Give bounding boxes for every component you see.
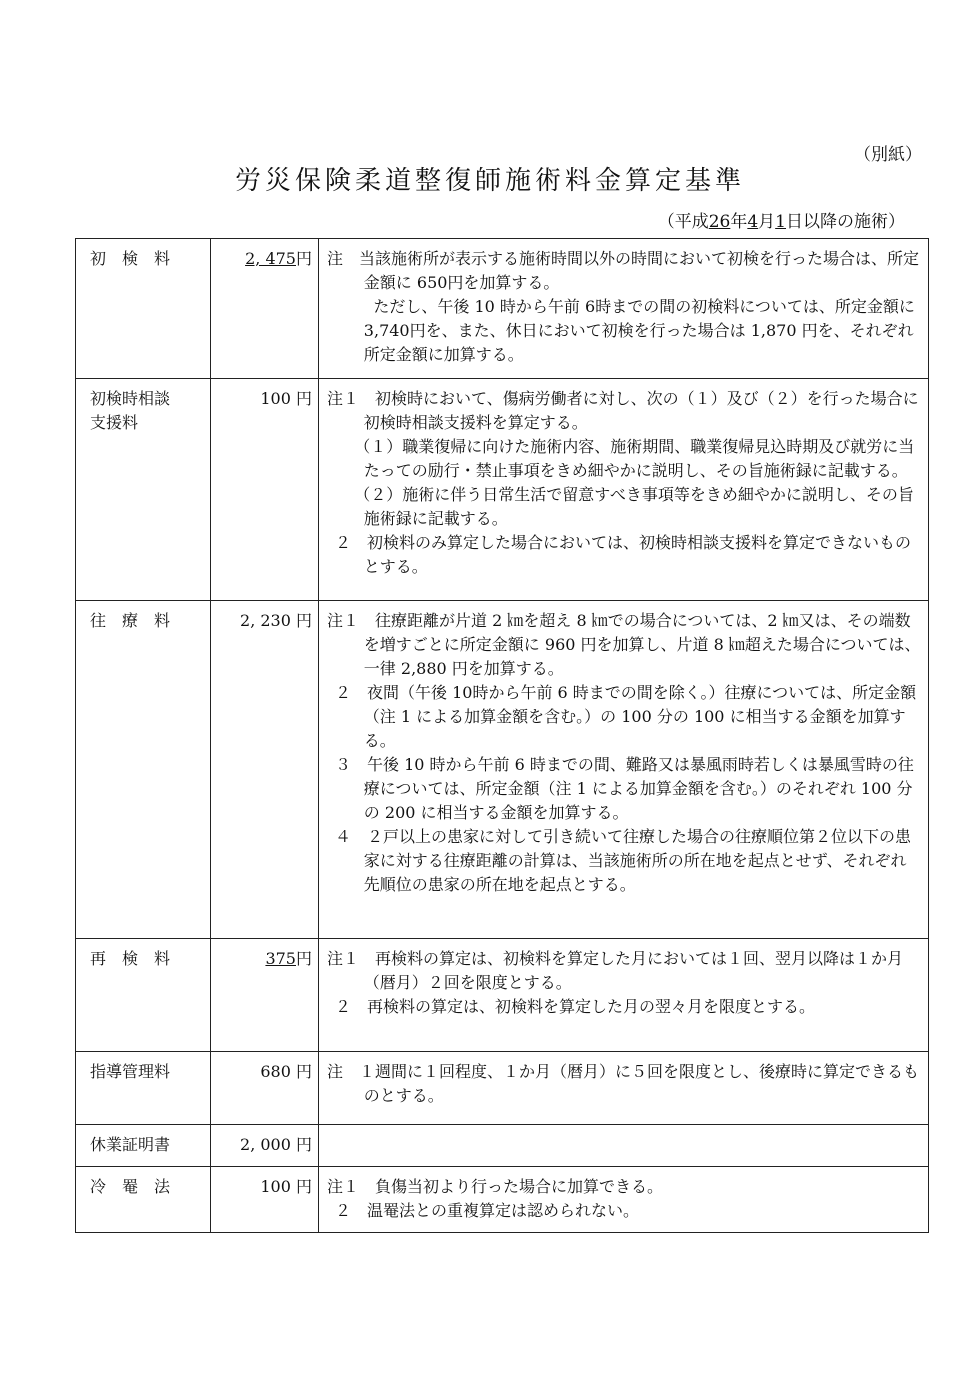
- amount-cell: [211, 1167, 319, 1233]
- note-line: ２ 温罨法との重複算定は認められない。: [335, 1201, 640, 1220]
- amount-cell: [211, 239, 319, 379]
- item-name: 休業証明書: [90, 1135, 171, 1154]
- amount-unit: 円: [295, 249, 312, 268]
- table-row: [76, 1052, 929, 1125]
- note-line: 注１ 往療距離が片道 2 ㎞を超え 8 ㎞での場合については、2 ㎞又は、その端数を増すごとに所定金額に 960 円を加算し、片道 8 ㎞超えた場合については、一律 2,880 円を加算する。: [327, 611, 921, 678]
- amount-value: 2, 475: [245, 249, 296, 268]
- item-name-cell: [76, 939, 211, 1052]
- table-row: [76, 1125, 929, 1167]
- note-line: （２）施術に伴う日常生活で留意すべき事項等をきめ細やかに説明し、その旨施術録に記載する。: [354, 485, 914, 528]
- effective-day: 1: [775, 212, 786, 232]
- note-line: ２ 再検料の算定は、初検料を算定した月の翌々月を限度とする。: [335, 997, 816, 1016]
- note-line: 注 当該施術所が表示する施術時間以外の時間において初検を行った場合は、所定金額に 650円を加算する。: [327, 249, 920, 292]
- note-cell: [319, 1125, 929, 1167]
- amount: 2, 000 円: [240, 1135, 312, 1154]
- note-line: （１）職業復帰に向けた施術内容、施術期間、職業復帰見込時期及び就労に当たっての励行・禁止事項をきめ細やかに説明し、その旨施術録に記載する。: [354, 437, 915, 480]
- note-cell: [319, 939, 929, 1052]
- item-name: 往 療 料: [90, 611, 171, 630]
- note-line: 注１ 初検時において、傷病労働者に対し、次の（１）及び（２）を行った場合に初検時相談支援料を算定する。: [327, 389, 919, 432]
- note-cell: [319, 1052, 929, 1125]
- item-name-cell: [76, 601, 211, 939]
- effective-month-unit: 月: [758, 212, 776, 232]
- item-name-cell: [76, 1052, 211, 1125]
- note-line: ３ 午後 10 時から午前 6 時までの間、難路又は暴風雨時若しくは暴風雪時の往療については、所定金額（注 1 による加算金額を含む。）のそれぞれ 100 分の 200 に相当する金額を加算する。: [335, 755, 914, 822]
- item-name-cell: [76, 379, 211, 601]
- effective-month: 4: [747, 212, 759, 232]
- amount: 680 円: [260, 1062, 312, 1081]
- amount-value: 375: [265, 949, 296, 968]
- table-row: [76, 379, 929, 601]
- effective-prefix: （平成: [657, 212, 709, 232]
- item-name-cell: [76, 239, 211, 379]
- effective-date: [658, 207, 905, 232]
- fee-table: [75, 238, 929, 1233]
- note-line: ２ 初検料のみ算定した場合においては、初検時相談支援料を算定できないものとする。: [335, 533, 912, 576]
- item-name-cell: [76, 1125, 211, 1167]
- note-line: 注 １週間に１回程度、１か月（暦月）に５回を限度とし、後療時に算定できるものとする。: [327, 1062, 920, 1105]
- amount-cell: [211, 1125, 319, 1167]
- amount: 100 円: [260, 1177, 312, 1196]
- note-cell: [319, 601, 929, 939]
- amount: 100 円: [260, 389, 312, 408]
- note-line: ただし、午後 10 時から午前 6時までの間の初検料については、所定金額に 3,740円を、また、休日において初検を行った場合は 1,870 円を、それぞれ所定金額に加算する。: [363, 297, 915, 364]
- item-name: 指導管理料: [90, 1062, 171, 1081]
- effective-year-unit: 年: [730, 212, 748, 232]
- amount-cell: [211, 939, 319, 1052]
- note-cell: [319, 379, 929, 601]
- table-row: [76, 239, 929, 379]
- table-row: [76, 939, 929, 1052]
- amount: 2, 230 円: [240, 611, 312, 630]
- amount-cell: [211, 379, 319, 601]
- note-line: ２ 夜間（午後 10時から午前 6 時までの間を除く。）往療については、所定金額（注 1 による加算金額を含む。）の 100 分の 100 に相当する金額を加算する。: [335, 683, 917, 750]
- item-name: 初検時相談: [90, 389, 171, 408]
- note-line: ４ ２戸以上の患家に対して引き続いて往療した場合の往療順位第２位以下の患家に対する往療距離の計算は、当該施術所の所在地を起点とせず、それぞれ先順位の患家の所在地を起点とする。: [335, 827, 912, 894]
- page-title: 労災保険柔道整復師施術料金算定基準: [234, 166, 745, 196]
- amount-cell: [211, 601, 319, 939]
- note-line: 注１ 負傷当初より行った場合に加算できる。: [327, 1177, 664, 1196]
- table-row: [76, 1167, 929, 1233]
- note-cell: [319, 1167, 929, 1233]
- item-name: 初 検 料: [90, 249, 171, 268]
- item-name: 支援料: [90, 413, 139, 432]
- item-name: 再 検 料: [90, 949, 171, 968]
- amount-unit: 円: [295, 949, 312, 968]
- item-name: 冷 罨 法: [90, 1177, 171, 1196]
- note-line: 注１ 再検料の算定は、初検料を算定した月においては１回、翌月以降は１か月（暦月）２回を限度とする。: [327, 949, 904, 992]
- amount-cell: [211, 1052, 319, 1125]
- item-name-cell: [76, 1167, 211, 1233]
- note-cell: [319, 239, 929, 379]
- table-row: [76, 601, 929, 939]
- attachment-label: （別紙）: [854, 145, 922, 165]
- effective-suffix: 日以降の施術）: [786, 212, 905, 232]
- effective-year: 26: [708, 212, 731, 232]
